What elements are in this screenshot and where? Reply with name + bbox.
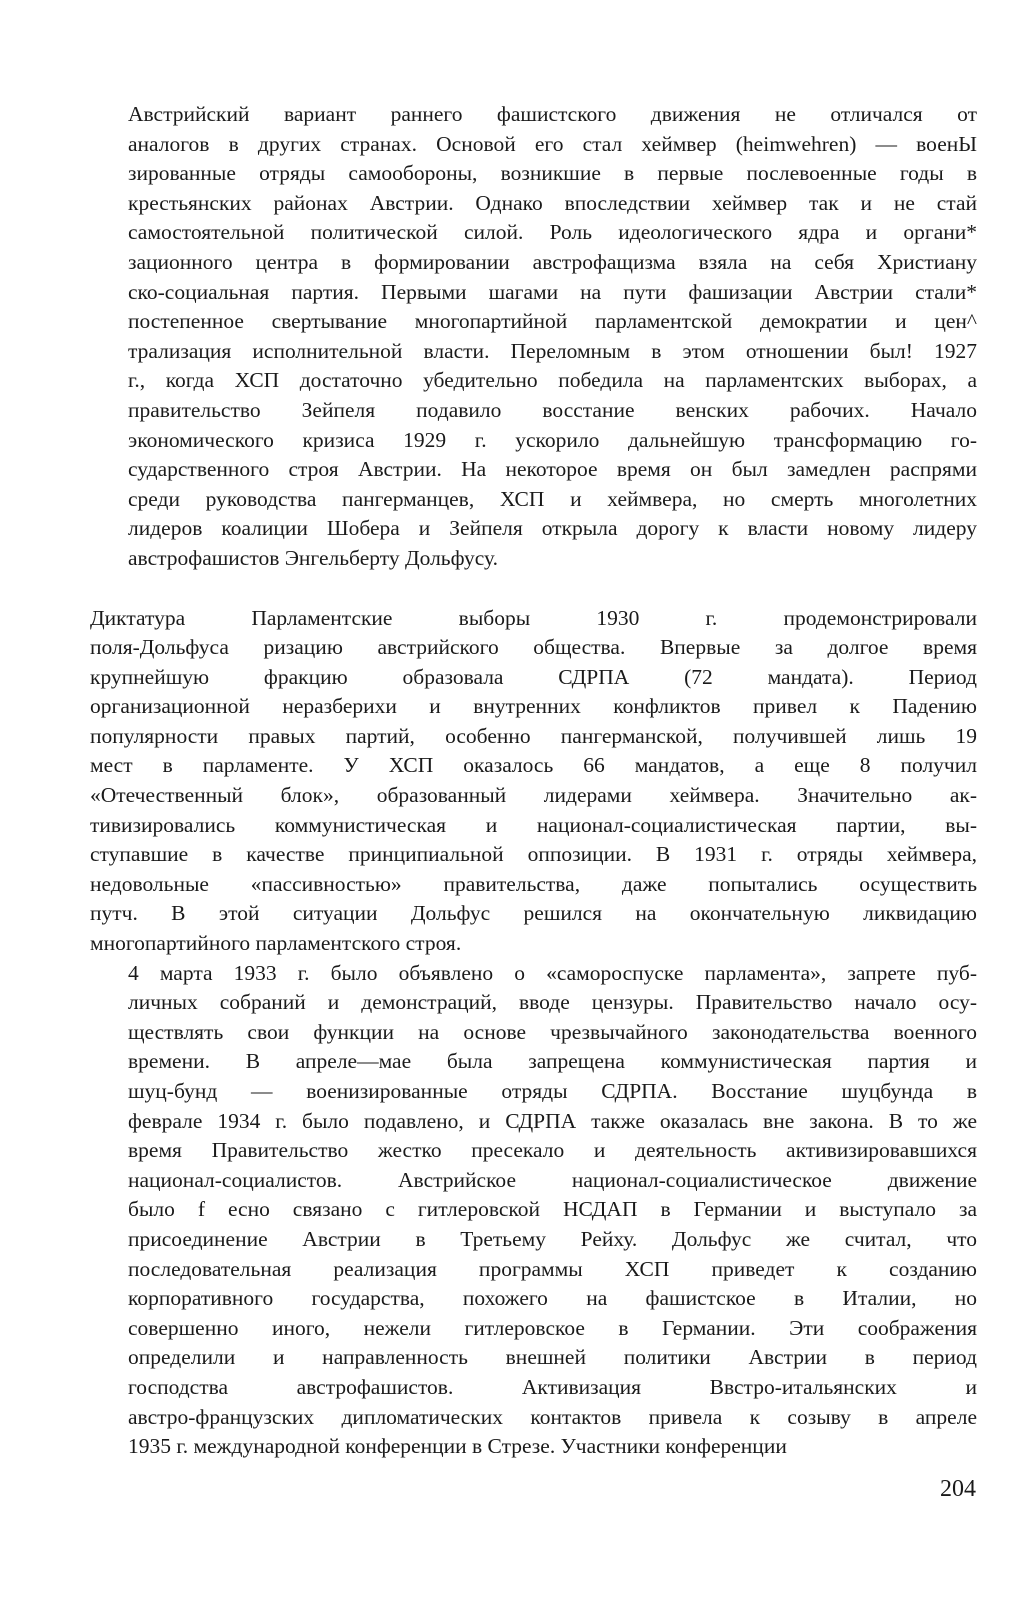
text-line: г., когда ХСП достаточно убедительно победила на парламентских выборах, а [128,368,977,393]
text-line: популярности правых партий, особенно пангерманской, получившей лишь 19 [90,723,977,748]
paragraph [90,100,977,574]
text-line: недовольные «пассивностью» правительства, даже попытались осуществить [90,871,977,896]
text-line: крестьянских районах Австрии. Однако впоследствии хеймвер так и не стай [128,190,977,215]
text-line: личных собраний и демонстраций, вводе цензуры. Правительство начало осу- [128,990,977,1015]
text-line: корпоративного государства, похожего на фашистское в Италии, но [128,1286,977,1311]
text-line: времени. В апреле—мае была запрещена коммунистическая партия и [128,1049,977,1074]
text-line: мест в парламенте. У ХСП оказалось 66 мандатов, а еще 8 получил [90,753,977,778]
text-line: присоединение Австрии в Третьему Рейху. Дольфус же считал, что [128,1226,977,1251]
text-line: последовательная реализация программы ХСП приведет к созданию [128,1256,977,1281]
text-line: национал-социалистов. Австрийское национал-социалистическое движение [128,1167,977,1192]
text-line: ществлять свои функции на основе чрезвычайного законодательства военного [128,1019,977,1044]
text-line: феврале 1934 г. было подавлено, и СДРПА также оказалась вне закона. В то же [128,1108,977,1133]
page-number: 204 [940,1476,976,1502]
text-line: самостоятельной политической силой. Роль идеологического ядра и органи* [128,220,977,245]
text-line: правительство Зейпеля подавило восстание венских рабочих. Начало [128,397,977,422]
text-line: экономического кризиса 1929 г. ускорило дальнейшую трансформацию го- [128,427,977,452]
text-line: ступавшие в качестве принципиальной оппозиции. В 1931 г. отряды хеймвера, [90,842,977,867]
text-line: поля-Дольфуса ризацию австрийского общества. Впервые за долгое время [90,635,977,660]
text-line: австро-французских дипломатических контактов привела к созыву в апреле [128,1404,977,1429]
text-line: время Правительство жестко пресекало и деятельность активизировавшихся [128,1138,977,1163]
text-line: 1935 г. международной конференции в Стрезе. Участники конференции [128,1434,787,1459]
text-line: сударственного строя Австрии. На некоторое время он был замедлен распрями [128,457,977,482]
text-line: лидеров коалиции Шобера и Зейпеля открыла дорогу к власти новому лидеру [128,516,977,541]
text-line: 4 марта 1933 г. было объявлено о «самороспуске парламента», запрете пуб- [128,960,977,985]
text-line: многопартийного парламентского строя. [90,931,462,956]
text-line: зированные отряды самообороны, возникшие в первые послевоенные годы в [128,161,977,186]
paragraph [90,959,977,1462]
text-line: тивизировались коммунистическая и национал-социалистическая партии, вы- [90,812,977,837]
text-line: «Отечественный блок», образованный лидерами хеймвера. Значительно ак- [90,783,977,808]
text-line: австрофашистов Энгельберту Дольфусу. [128,545,498,570]
text-line: аналогов в других странах. Основой его стал хеймвер (heimwehren) — военЫ [128,131,977,156]
text-line: ско-социальная партия. Первыми шагами на пути фашизации Австрии стали* [128,279,977,304]
text-line: было f есно связано с гитлеровской НСДАП в Германии и выступало за [128,1197,977,1222]
text-line: среди руководства пангерманцев, ХСП и хеймвера, но смерть многолетних [128,486,977,511]
text-line: Диктатура Парламентские выборы 1930 г. продемонстрировали [90,605,977,630]
text-line: путч. В этой ситуации Дольфус решился на окончательную ликвидацию [90,901,977,926]
page-body [90,100,977,1462]
text-line: организационной неразберихи и внутренних конфликтов привел к Падению [90,694,977,719]
text-line: шуц-бунд — военизированные отряды СДРПА. Восстание шуцбунда в [128,1079,977,1103]
text-line: господства австрофашистов. Активизация Ввстро-итальянских и [128,1374,977,1399]
text-line: Австрийский вариант раннего фашистского движения не отличался от [128,102,977,126]
text-line: зационного центра в формировании австрофащизма взяла на себя Христиану [128,249,977,274]
text-line: определили и направленность внешней политики Австрии в период [128,1345,977,1370]
text-line: крупнейшую фракцию образовала СДРПА (72 мандата). Период [90,664,977,689]
paragraph [90,604,977,959]
text-line: совершенно иного, нежели гитлеровское в Германии. Эти соображения [128,1315,977,1340]
paragraph-gap [90,574,977,604]
text-line: трализация исполнительной власти. Переломным в этом отношении был! 1927 [128,338,977,363]
text-line: постепенное свертывание многопартийной парламентской демократии и цен^ [128,309,977,334]
